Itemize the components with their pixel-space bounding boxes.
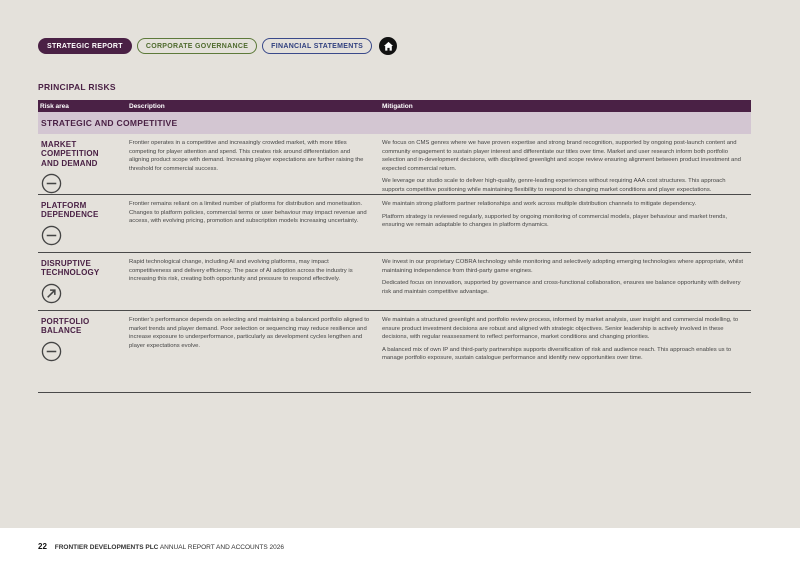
minus-circle-icon bbox=[41, 341, 62, 362]
risk-name bbox=[41, 201, 129, 220]
table-row bbox=[38, 253, 751, 311]
table-row bbox=[38, 134, 751, 195]
mitigation-paragraph: We maintain strong platform partner relationships and work across multiple distribution channels to mitigate dependency. bbox=[382, 201, 697, 207]
tab-financial-statements[interactable]: FINANCIAL STATEMENTS bbox=[262, 38, 372, 54]
mitigation-paragraph: We focus on CMS genres where we have proven expertise and strong brand recognition, supported by ongoing post-launch content and community engagement to sustain player interest and differentiate our titles over time. Market and user research inform both portfolio selection and in-development decisions, with disciplined greenlight and scope review ensuring alignment between product investment and expected commercial return. bbox=[382, 140, 741, 172]
description-cell: Frontier remains reliant on a limited number of platforms for distribution and monetisation. Changes to platform policies, commercial terms or user behaviour may impact revenue and access, with evolving pricing, promotion and subscription models increasing uncertainty. bbox=[129, 201, 367, 225]
company-name: FRONTIER DEVELOPMENTS PLC bbox=[54, 544, 159, 551]
risk-name-line: COMPETITION bbox=[41, 149, 99, 159]
risk-area-cell bbox=[38, 195, 129, 252]
risk-name-line: AND DEMAND bbox=[41, 158, 98, 168]
arrow-up-right-circle-icon bbox=[41, 283, 62, 304]
header-description: Description bbox=[129, 102, 165, 110]
mitigation-cell bbox=[382, 253, 751, 310]
minus-circle-icon bbox=[41, 173, 62, 194]
mitigation-paragraph: Dedicated focus on innovation, supported by governance and cross-functional collaboration, ensures we balance opportunity with delivery risk and maintain competitive advantage. bbox=[382, 280, 741, 295]
top-navigation bbox=[38, 37, 397, 55]
description-cell: Frontier operates in a competitive and increasingly crowded market, with more titles competing for player attention and spend. This creates risk around differentiation and aligning product scope with demand. Increasing player expectations are further raising the threshold for commercial success. bbox=[129, 140, 364, 172]
mitigation-paragraph: Platform strategy is reviewed regularly, supported by ongoing monitoring of commercial models, player behaviour and market trends, ensuring we remain adaptable to changes in platform dynamics. bbox=[382, 213, 727, 229]
risk-name-line: PLATFORM bbox=[41, 201, 87, 210]
risk-name bbox=[41, 317, 129, 336]
section-title: STRATEGIC AND COMPETITIVE bbox=[38, 112, 751, 134]
risk-name-line: TECHNOLOGY bbox=[41, 268, 100, 278]
mitigation-cell bbox=[382, 195, 751, 252]
risk-name-line: BALANCE bbox=[41, 326, 82, 336]
table-header bbox=[38, 100, 751, 112]
page-number: 22 bbox=[38, 542, 47, 551]
risk-name-line: DEPENDENCE bbox=[41, 210, 99, 220]
page-footer bbox=[0, 528, 800, 565]
header-risk-area: Risk area bbox=[40, 102, 69, 110]
mitigation-paragraph: A balanced mix of own IP and third-party partnerships supports diversification of risk and audience reach. This approach enables us to manage portfolio exposure, sustain catalogue performance and identify new opportunities over time. bbox=[382, 346, 732, 362]
mitigation-paragraph: We invest in our proprietary COBRA technology while monitoring and selectively adopting emerging technologies where appropriate, whilst maintaining independence from third-party game engines. bbox=[382, 259, 744, 274]
mitigation-cell bbox=[382, 311, 751, 392]
mitigation-paragraph: We leverage our studio scale to deliver high-quality, genre-leading experiences without requiring AAA cost structures. This approach supports competitive positioning while maintaining flexibility to respond to changing market conditions and player expectations. bbox=[382, 178, 726, 193]
risk-name-line: PORTFOLIO bbox=[41, 317, 90, 326]
home-icon bbox=[383, 41, 394, 52]
home-button[interactable] bbox=[379, 37, 397, 55]
table-row bbox=[38, 195, 751, 253]
tab-strategic-report[interactable]: STRATEGIC REPORT bbox=[38, 38, 132, 54]
mitigation-paragraph: We maintain a structured greenlight and portfolio review process, informed by market analysis, user insight and commercial modelling, to ensure product investment decisions are robust and aligned with strategic objectives. Senior leadership is actively involved in these decisions, with regular reassessment to reflect performance, market conditions and changing priorities. bbox=[382, 317, 739, 341]
table-row bbox=[38, 311, 751, 393]
risk-area-cell bbox=[38, 311, 129, 392]
risk-area-cell bbox=[38, 134, 129, 194]
mitigation-cell bbox=[382, 134, 751, 194]
footer-text bbox=[38, 542, 284, 551]
page-title: PRINCIPAL RISKS bbox=[38, 82, 116, 92]
risk-name bbox=[41, 140, 129, 168]
description-cell: Frontier’s performance depends on selecting and maintaining a balanced portfolio aligned to market trends and player demand. Poor selection or sequencing may reduce resilience and increase exposure to underperformance, particularly as development cycles lengthen and player expectations evolve. bbox=[129, 317, 370, 349]
risk-name bbox=[41, 259, 129, 278]
risk-table bbox=[38, 100, 751, 393]
minus-circle-icon bbox=[41, 225, 62, 246]
risk-name-line: DISRUPTIVE bbox=[41, 259, 92, 268]
description-cell: Rapid technological change, including AI and evolving platforms, may impact competitiveness and delivery efficiency. The pace of AI adoption across the industry is increasing this risk, creating both opportunity and pressure to respond effectively. bbox=[129, 259, 353, 283]
tab-corporate-governance[interactable]: CORPORATE GOVERNANCE bbox=[137, 38, 257, 54]
header-mitigation: Mitigation bbox=[382, 102, 413, 110]
risk-name-line: MARKET bbox=[41, 140, 77, 149]
report-name: ANNUAL REPORT AND ACCOUNTS 2026 bbox=[159, 544, 284, 551]
risk-area-cell bbox=[38, 253, 129, 310]
